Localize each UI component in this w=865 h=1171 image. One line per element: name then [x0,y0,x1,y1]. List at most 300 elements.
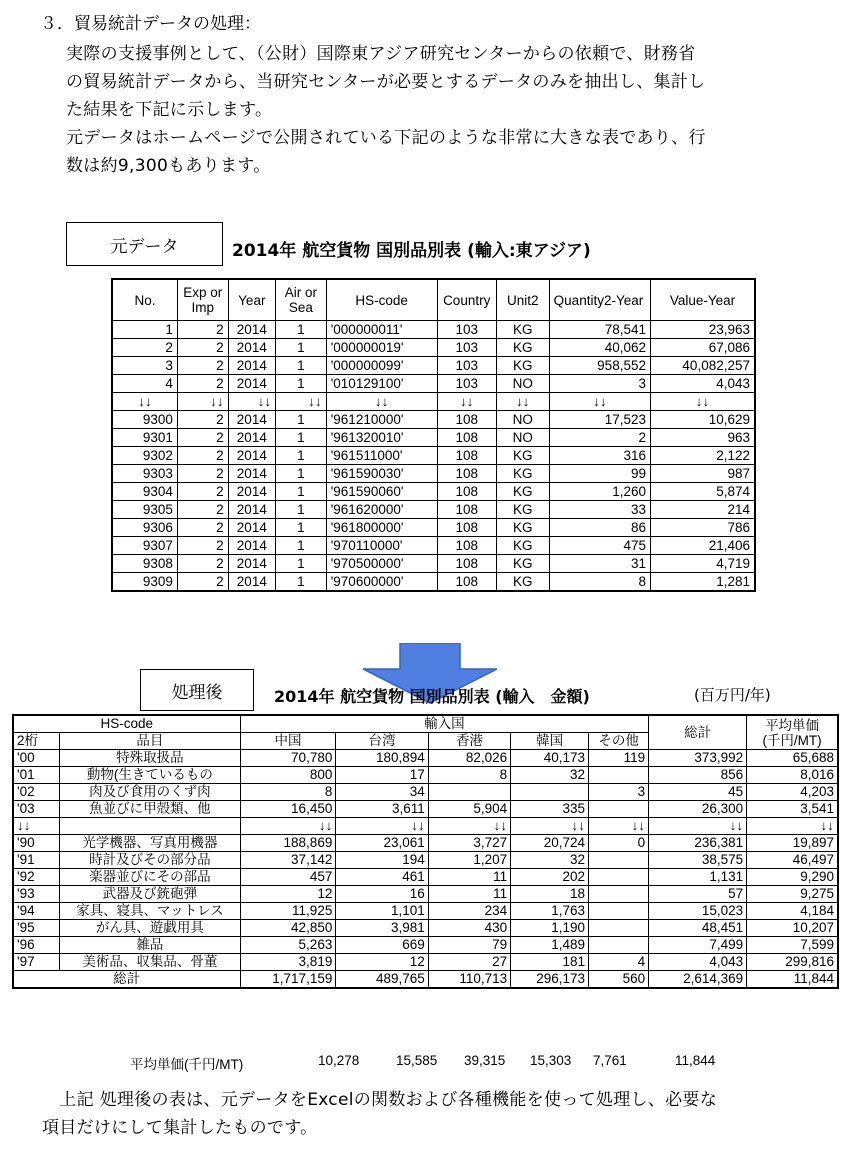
result-unit-label: (百万円/年) [694,686,771,704]
table-cell: 9308 [112,555,177,573]
table-cell: 1 [276,537,327,555]
header-hs-code: HS-code [326,279,437,321]
table-row [13,750,838,767]
table-cell [428,784,510,801]
table-row [112,465,755,483]
table-cell: '961620000' [326,501,437,519]
table-cell: 8,016 [747,767,838,784]
table-cell: 2014 [228,555,275,573]
table-cell: 103 [437,375,496,393]
table-cell: 45 [649,784,747,801]
table-cell: 4,719 [650,555,755,573]
table-cell [589,767,649,784]
table-cell: 1 [276,429,327,447]
table-cell [589,801,649,818]
table-cell: '961590060' [326,483,437,501]
table-cell: 5,874 [650,483,755,501]
table-cell: '970600000' [326,573,437,592]
table-cell: 461 [336,869,428,886]
table-cell: 7,599 [747,937,838,954]
header-quantity: Quantity2-Year [549,279,650,321]
table-cell: 108 [437,537,496,555]
table-cell: 2 [177,483,228,501]
table-cell: 1 [276,483,327,501]
table-cell: 373,992 [649,750,747,767]
table-cell: ↓↓ [112,393,177,411]
table-cell: KG [496,501,549,519]
table-cell: 560 [589,971,649,989]
table-cell: 800 [240,767,336,784]
table-cell: 48,451 [649,920,747,937]
table-cell: 475 [549,537,650,555]
table-cell: ↓↓ [650,393,755,411]
table-cell: 2014 [228,357,275,375]
header-avg-price [747,715,838,750]
table-cell: 103 [437,321,496,339]
table-cell: 987 [650,465,755,483]
table-cell: NO [496,429,549,447]
table-cell: 1 [276,321,327,339]
table-cell: 70,780 [240,750,336,767]
header-import-country: 輸入国 [240,715,649,733]
table-cell: '961590030' [326,465,437,483]
table-cell: 9305 [112,501,177,519]
table-cell: 1 [276,555,327,573]
table-cell: 武器及び銃砲弾 [60,886,240,903]
table-cell: 17 [336,767,428,784]
result-summary-table [12,714,839,989]
table-cell [60,818,240,835]
table-cell: 9303 [112,465,177,483]
table-cell: ↓↓ [177,393,228,411]
table-cell: 16 [336,886,428,903]
table-cell: KG [496,321,549,339]
table-cell: 2014 [228,537,275,555]
table-cell: 23,061 [336,835,428,852]
table-cell: '01 [13,767,60,784]
total-row [13,971,838,989]
table-cell: 4,043 [650,375,755,393]
table-cell: 181 [511,954,589,971]
table-cell: 1 [276,411,327,429]
table-cell: '000000011' [326,321,437,339]
table-cell: 110,713 [428,971,510,989]
table-row [13,886,838,903]
table-cell: ↓↓ [228,393,275,411]
header-total: 総計 [649,715,747,750]
table-cell: 103 [437,357,496,375]
table-cell: 時計及びその部分品 [60,852,240,869]
table-cell: ↓↓ [511,818,589,835]
table-cell: 2,122 [650,447,755,465]
table-row [112,537,755,555]
header-unit2: Unit2 [496,279,549,321]
table-cell [589,903,649,920]
table-cell: '000000099' [326,357,437,375]
table-cell: 8 [428,767,510,784]
header-china: 中国 [240,733,336,750]
table-cell: 46,497 [747,852,838,869]
table-cell: '00 [13,750,60,767]
header-air-sea: Air or Sea [276,279,327,321]
table-cell: '91 [13,852,60,869]
table-cell: 31 [549,555,650,573]
table-row [112,447,755,465]
table-cell: 27 [428,954,510,971]
table-row [13,954,838,971]
intro-paragraph-1 [66,40,705,124]
header-2digit: 2桁 [13,733,60,750]
table-cell: 1 [276,339,327,357]
table-cell: NO [496,411,549,429]
table-cell: 1 [112,321,177,339]
table-cell: 18 [511,886,589,903]
table-row [13,852,838,869]
table-row [112,483,755,501]
table-cell: 5,904 [428,801,510,818]
table-cell: 108 [437,519,496,537]
table-cell: 12 [240,886,336,903]
table-cell: 86 [549,519,650,537]
table-cell: 2 [177,465,228,483]
table-cell: ↓↓ [496,393,549,411]
header-value: Value-Year [650,279,755,321]
table-cell: 2 [177,501,228,519]
table-cell: 236,381 [649,835,747,852]
table-cell: 296,173 [511,971,589,989]
table-cell: '92 [13,869,60,886]
table-cell: '94 [13,903,60,920]
table-cell: 316 [549,447,650,465]
table-cell: NO [496,375,549,393]
table-cell: KG [496,555,549,573]
table-cell: 40,082,257 [650,357,755,375]
table-cell: KG [496,465,549,483]
table-cell: ↓↓ [276,393,327,411]
table-cell: 4,043 [649,954,747,971]
table-row [112,339,755,357]
table-cell: 7,499 [649,937,747,954]
table-cell: 1,131 [649,869,747,886]
table-cell: 9,290 [747,869,838,886]
table-cell: 2 [177,519,228,537]
table-cell: 19,897 [747,835,838,852]
table-cell: 32 [511,852,589,869]
table-cell: 魚並びに甲殻類、他 [60,801,240,818]
table-cell: 958,552 [549,357,650,375]
table-row [13,818,838,835]
table-cell: 9300 [112,411,177,429]
table-cell: 108 [437,429,496,447]
text-line: 項目だけにして集計したものです。 [42,1118,318,1138]
table-cell: 20,724 [511,835,589,852]
table-cell: 108 [437,555,496,573]
table-cell: 1 [276,573,327,592]
table-cell: 2 [549,429,650,447]
table-cell: 40,062 [549,339,650,357]
section-heading: ３．貿易統計データの処理： [40,14,261,34]
table-row [112,357,755,375]
closing-paragraph [42,1086,717,1142]
table-cell: ↓↓ [589,818,649,835]
table-cell: 1 [276,465,327,483]
header-exp-imp: Exp or Imp [177,279,228,321]
table-cell: 1 [276,375,327,393]
header-country: Country [437,279,496,321]
table-cell: 180,894 [336,750,428,767]
table-cell: 2,614,369 [649,971,747,989]
table-cell [589,937,649,954]
table-cell: 1 [276,501,327,519]
table-cell: 9,275 [747,886,838,903]
table-cell: ↓↓ [747,818,838,835]
table-cell: 489,765 [336,971,428,989]
table-cell: '93 [13,886,60,903]
table-cell: 33 [549,501,650,519]
table-cell: KG [496,357,549,375]
table-cell: 42,850 [240,920,336,937]
table-cell: 40,173 [511,750,589,767]
table-cell: ↓↓ [13,818,60,835]
table-cell: 4,203 [747,784,838,801]
table-cell: 2 [177,411,228,429]
table-row [112,375,755,393]
source-table-title: 2014年 航空貨物 国別品別表 (輸入:東アジア) [232,241,591,261]
header-hs-code: HS-code [13,715,240,733]
table-cell: 3 [589,784,649,801]
table-cell: 11 [428,886,510,903]
table-cell: 2 [177,537,228,555]
intro-paragraph-2 [66,124,706,180]
result-label-box: 処理後 [140,669,254,711]
table-cell: 1,207 [428,852,510,869]
table-cell: 1,489 [511,937,589,954]
avg-total: 11,844 [675,1053,716,1068]
table-row [112,501,755,519]
header-other: その他 [589,733,649,750]
table-cell: 光学機器、写真用機器 [60,835,240,852]
table-cell: 3,819 [240,954,336,971]
table-cell: '02 [13,784,60,801]
table-cell: 32 [511,767,589,784]
table-row [112,573,755,592]
table-cell: 119 [589,750,649,767]
table-row [112,321,755,339]
avg-china: 10,278 [318,1053,360,1068]
table-cell: 108 [437,501,496,519]
table-cell: 9307 [112,537,177,555]
table-cell: 1,101 [336,903,428,920]
table-cell: 78,541 [549,321,650,339]
table-cell: 8 [549,573,650,592]
table-cell: 総計 [13,971,240,989]
table-cell: 202 [511,869,589,886]
table-cell: 2014 [228,411,275,429]
table-cell: '96 [13,937,60,954]
avg-row-label: 平均単価(千円/MT) [130,1057,244,1072]
table-row [112,393,755,411]
table-cell: 2014 [228,465,275,483]
table-cell: 9301 [112,429,177,447]
table-cell: 79 [428,937,510,954]
table-cell: 特殊取扱品 [60,750,240,767]
table-cell: KG [496,537,549,555]
table-cell [589,886,649,903]
table-cell: '95 [13,920,60,937]
table-cell: 99 [549,465,650,483]
table-cell: 82,026 [428,750,510,767]
table-cell: 5,263 [240,937,336,954]
table-cell: 37,142 [240,852,336,869]
table-cell: 2014 [228,375,275,393]
table-cell: 2 [177,555,228,573]
table-cell: 108 [437,573,496,592]
table-cell: ↓↓ [549,393,650,411]
table-cell: KG [496,519,549,537]
table-cell: '961800000' [326,519,437,537]
result-table-title: 2014年 航空貨物 国別品別表 (輸入 金額) [274,687,590,706]
table-row [13,784,838,801]
table-row [13,835,838,852]
table-cell: 2 [177,573,228,592]
table-cell: 103 [437,339,496,357]
table-cell: 108 [437,447,496,465]
table-cell: 9302 [112,447,177,465]
source-header-row [112,279,755,321]
table-cell: 3 [549,375,650,393]
table-cell: 108 [437,411,496,429]
table-cell: KG [496,447,549,465]
header-item: 品目 [60,733,240,750]
table-cell [589,869,649,886]
table-cell: 430 [428,920,510,937]
table-cell: 2014 [228,447,275,465]
table-cell: KG [496,573,549,592]
avg-hongkong: 39,315 [464,1053,506,1068]
table-cell: ↓↓ [437,393,496,411]
table-cell: 2 [177,447,228,465]
table-cell: 1 [276,519,327,537]
table-cell: 2 [177,321,228,339]
table-cell: 2 [112,339,177,357]
table-cell: 786 [650,519,755,537]
table-cell: 1 [276,447,327,465]
table-cell: 1,717,159 [240,971,336,989]
table-cell: 17,523 [549,411,650,429]
table-cell: '961511000' [326,447,437,465]
table-cell: 108 [437,465,496,483]
avg-other: 7,761 [593,1053,627,1068]
table-cell: 9309 [112,573,177,592]
result-header-row-1 [13,715,838,733]
table-cell: ↓↓ [326,393,437,411]
table-cell: '970500000' [326,555,437,573]
header-korea: 韓国 [511,733,589,750]
table-cell: 1,763 [511,903,589,920]
table-cell: 963 [650,429,755,447]
source-label-box: 元データ [66,222,223,266]
table-cell: 1 [276,357,327,375]
table-cell: 299,816 [747,954,838,971]
table-cell [511,784,589,801]
table-cell: '010129100' [326,375,437,393]
table-cell: '961210000' [326,411,437,429]
table-cell [589,852,649,869]
table-cell: 10,629 [650,411,755,429]
table-cell: 234 [428,903,510,920]
table-cell: 34 [336,784,428,801]
table-cell: 1,190 [511,920,589,937]
table-cell: 57 [649,886,747,903]
header-no: No. [112,279,177,321]
table-cell: 188,869 [240,835,336,852]
avg-header-line-1: 平均単価 [765,717,820,733]
table-cell: 2014 [228,483,275,501]
avg-header-line-2: (千円/MT) [762,732,822,748]
table-cell: 2 [177,357,228,375]
table-cell: 2 [177,429,228,447]
table-row [13,937,838,954]
table-cell: 9306 [112,519,177,537]
table-cell: 12 [336,954,428,971]
table-cell: 108 [437,483,496,501]
text-line: 元データはホームページで公開されている下記のような非常に大きな表であり、行 [66,128,706,148]
table-cell: 16,450 [240,801,336,818]
table-cell: 21,406 [650,537,755,555]
table-row [13,869,838,886]
table-cell: 65,688 [747,750,838,767]
avg-korea: 15,303 [530,1053,572,1068]
source-data-table [111,278,756,592]
table-cell: ↓↓ [240,818,336,835]
table-row [13,903,838,920]
table-row [13,767,838,784]
table-cell: 11,925 [240,903,336,920]
table-cell [589,920,649,937]
table-cell: 2 [177,339,228,357]
text-line: の貿易統計データから、当研究センターが必要とするデータのみを抽出し、集計し [66,72,706,92]
table-cell: 2014 [228,339,275,357]
table-cell: 335 [511,801,589,818]
table-cell: 2014 [228,501,275,519]
table-cell: 23,963 [650,321,755,339]
table-cell: 3,981 [336,920,428,937]
table-row [13,920,838,937]
header-year: Year [228,279,275,321]
table-cell: 美術品、収集品、骨董 [60,954,240,971]
table-cell: 楽器並びにその部品 [60,869,240,886]
table-cell: KG [496,483,549,501]
table-row [13,801,838,818]
table-cell: 10,207 [747,920,838,937]
table-cell: 1,281 [650,573,755,592]
avg-taiwan: 15,585 [396,1053,438,1068]
table-cell: 3,541 [747,801,838,818]
table-cell: '90 [13,835,60,852]
table-cell: '961320010' [326,429,437,447]
table-cell: 肉及び食用のくず肉 [60,784,240,801]
table-cell: 3 [112,357,177,375]
table-cell: 2 [177,375,228,393]
table-cell: 動物(生きているもの [60,767,240,784]
table-cell: 雑品 [60,937,240,954]
table-cell: 67,086 [650,339,755,357]
header-taiwan: 台湾 [336,733,428,750]
table-cell: 2014 [228,519,275,537]
table-cell: 11 [428,869,510,886]
table-cell: 26,300 [649,801,747,818]
table-cell: 4,184 [747,903,838,920]
